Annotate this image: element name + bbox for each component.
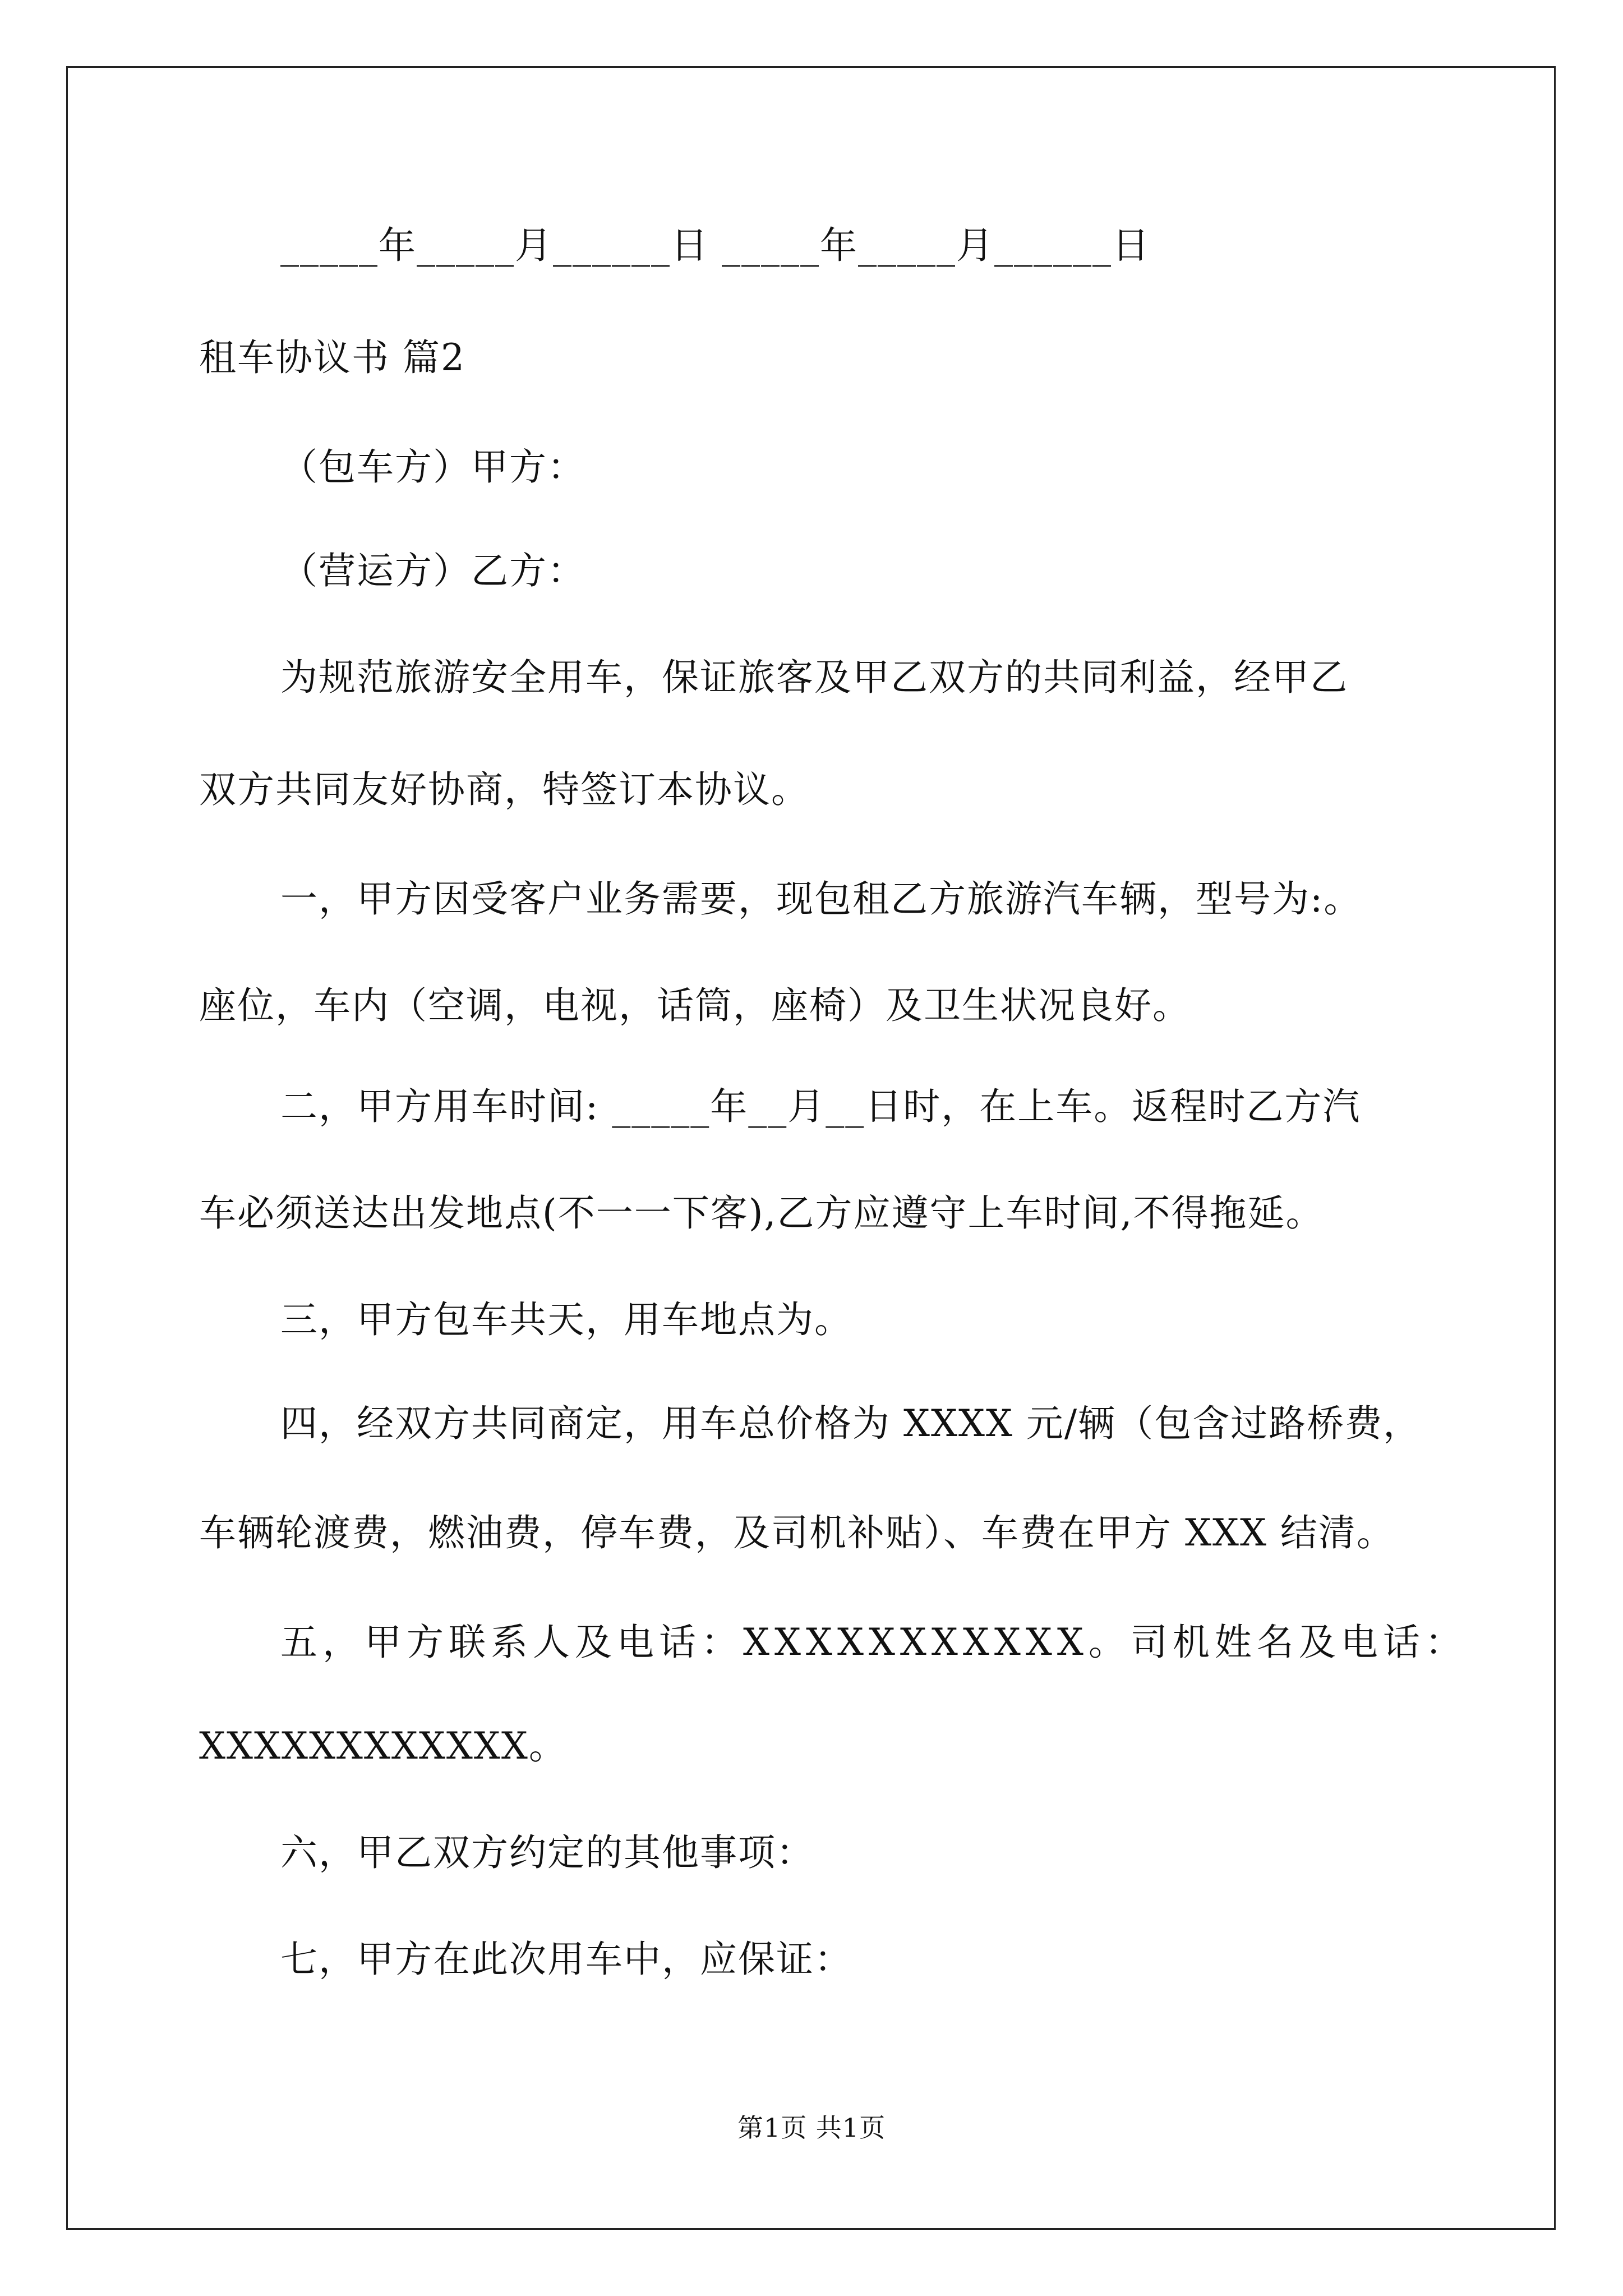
clause-2-line-1: 二，甲方用车时间: _____年__月__日时，在上车。返程时乙方汽 — [280, 1085, 1361, 1128]
page-number-footer: 第1页 共1页 — [737, 2113, 886, 2143]
clause-4-line-1: 四，经双方共同商定，用车总价格为 XXXX 元/辆（包含过路桥费， — [280, 1402, 1422, 1445]
clause-1-line-1: 一，甲方因受客户业务需要，现包租乙方旅游汽车辆，型号为:。 — [280, 877, 1362, 921]
clause-7-line: 七，甲方在此次用车中，应保证： — [280, 1938, 852, 1981]
clause-1-line-2: 座位，车内（空调，电视，话筒，座椅）及卫生状况良好。 — [199, 984, 1191, 1027]
section-title: 租车协议书 篇2 — [199, 336, 465, 379]
intro-paragraph-line-2: 双方共同友好协商，特签订本协议。 — [199, 768, 809, 811]
clause-5-line-2: XXXXXXXXXXXX。 — [199, 1724, 567, 1768]
party-b-line: （营运方）乙方： — [280, 549, 585, 592]
page-border — [66, 66, 1556, 2230]
intro-paragraph-line-1: 为规范旅游安全用车，保证旅客及甲乙双方的共同利益，经甲乙 — [280, 656, 1348, 699]
clause-3-line: 三，甲方包车共天，用车地点为。 — [280, 1298, 852, 1341]
clause-2-line-2: 车必须送达出发地点(不一一下客),乙方应遵守上车时间,不得拖延。 — [199, 1191, 1324, 1235]
clause-4-line-2: 车辆轮渡费，燃油费，停车费，及司机补贴）、车费在甲方 XXX 结清。 — [199, 1511, 1395, 1554]
party-a-line: （包车方）甲方： — [280, 445, 585, 489]
date-signature-line: _____年_____月______日 _____年_____月______日 — [280, 224, 1150, 267]
clause-6-line: 六，甲乙双方约定的其他事项： — [280, 1831, 814, 1874]
clause-5-line-1: 五，甲方联系人及电话：XXXXXXXXXXX。司机姓名及电话： — [280, 1621, 1467, 1664]
